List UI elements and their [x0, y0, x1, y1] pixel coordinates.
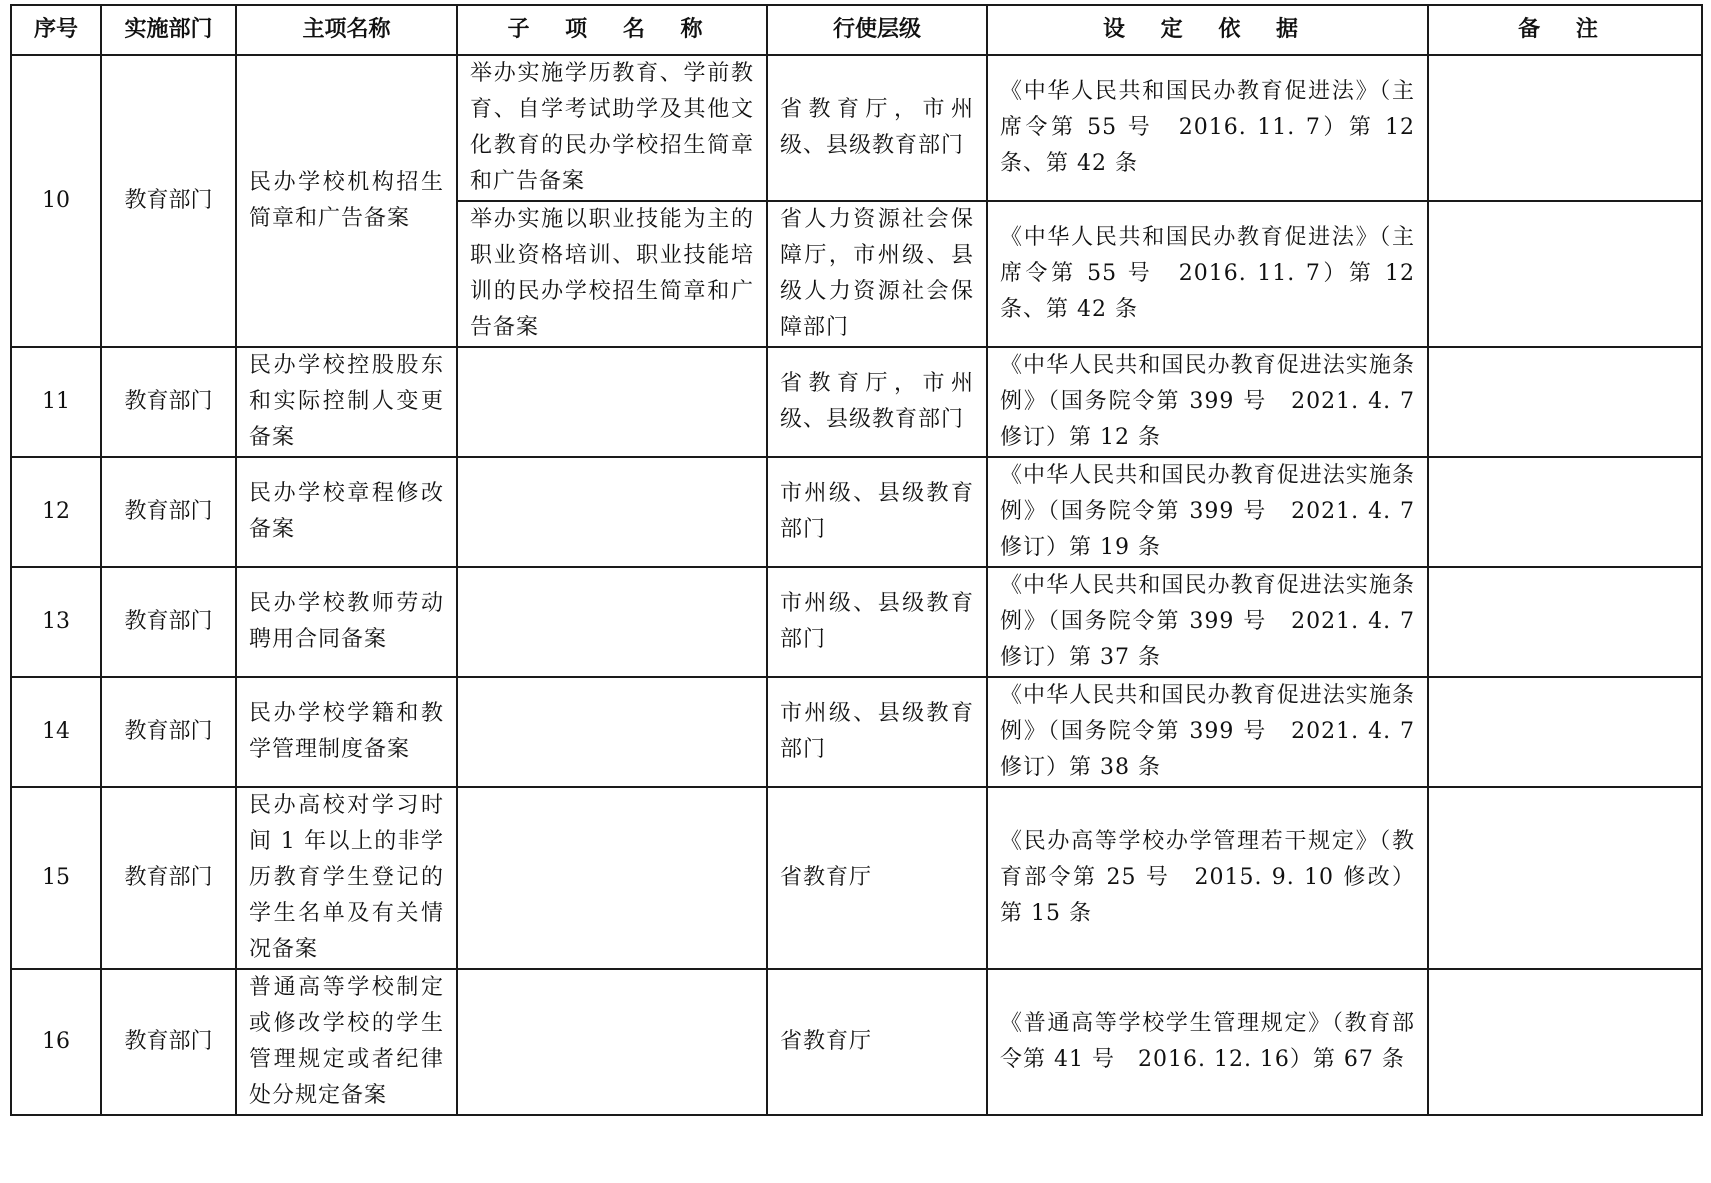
table-row [11, 55, 1702, 201]
row-dept: 教育部门 [101, 457, 236, 567]
row-level: 省教育厅 [767, 787, 987, 969]
row-level: 市州级、县级教育部门 [767, 677, 987, 787]
row-sub-item [457, 567, 767, 677]
row-dept: 教育部门 [101, 969, 236, 1115]
row-main-item: 民办学校控股股东和实际控制人变更备案 [236, 347, 457, 457]
row-note [1428, 969, 1702, 1115]
header-row [11, 5, 1702, 55]
row-dept: 教育部门 [101, 55, 236, 347]
table-row [11, 677, 1702, 787]
row-num: 10 [11, 55, 101, 347]
row-sub-item: 举办实施学历教育、学前教育、自学考试助学及其他文化教育的民办学校招生简章和广告备案 [457, 55, 767, 201]
header-level: 行使层级 [767, 5, 987, 55]
row-dept: 教育部门 [101, 567, 236, 677]
row-level: 省教育厅，市州级、县级教育部门 [767, 347, 987, 457]
row-note [1428, 787, 1702, 969]
row-sub-item: 举办实施以职业技能为主的职业资格培训、职业技能培训的民办学校招生简章和广告备案 [457, 201, 767, 347]
row-basis: 《民办高等学校办学管理若干规定》（教育部令第 25 号 2015. 9. 10 修改）第 15 条 [987, 787, 1428, 969]
row-dept: 教育部门 [101, 787, 236, 969]
header-dept: 实施部门 [101, 5, 236, 55]
row-num: 13 [11, 567, 101, 677]
row-basis: 《中华人民共和国民办教育促进法》（主席令第 55 号 2016. 11. 7）第 12 条、第 42 条 [987, 201, 1428, 347]
row-main-item: 民办学校教师劳动聘用合同备案 [236, 567, 457, 677]
row-level: 市州级、县级教育部门 [767, 457, 987, 567]
row-main-item: 民办学校机构招生简章和广告备案 [236, 55, 457, 347]
row-num: 11 [11, 347, 101, 457]
row-main-item: 民办学校章程修改备案 [236, 457, 457, 567]
row-num: 15 [11, 787, 101, 969]
row-sub-item [457, 969, 767, 1115]
row-level: 省教育厅，市州级、县级教育部门 [767, 55, 987, 201]
row-basis: 《普通高等学校学生管理规定》（教育部令第 41 号 2016. 12. 16）第 67 条 [987, 969, 1428, 1115]
row-note [1428, 201, 1702, 347]
row-num: 16 [11, 969, 101, 1115]
table-row [11, 347, 1702, 457]
row-basis: 《中华人民共和国民办教育促进法》（主席令第 55 号 2016. 11. 7）第 12 条、第 42 条 [987, 55, 1428, 201]
row-basis: 《中华人民共和国民办教育促进法实施条例》（国务院令第 399 号 2021. 4. 7 修订）第 19 条 [987, 457, 1428, 567]
row-level: 市州级、县级教育部门 [767, 567, 987, 677]
row-sub-item [457, 677, 767, 787]
row-basis: 《中华人民共和国民办教育促进法实施条例》（国务院令第 399 号 2021. 4. 7 修订）第 37 条 [987, 567, 1428, 677]
header-basis: 设 定 依 据 [987, 5, 1428, 55]
regulation-table [10, 4, 1703, 1116]
table-row [11, 567, 1702, 677]
row-note [1428, 347, 1702, 457]
row-sub-item [457, 347, 767, 457]
row-level: 省教育厅 [767, 969, 987, 1115]
row-note [1428, 457, 1702, 567]
row-main-item: 普通高等学校制定或修改学校的学生管理规定或者纪律处分规定备案 [236, 969, 457, 1115]
table-row [11, 457, 1702, 567]
row-basis: 《中华人民共和国民办教育促进法实施条例》（国务院令第 399 号 2021. 4. 7 修订）第 38 条 [987, 677, 1428, 787]
table-row [11, 969, 1702, 1115]
row-note [1428, 677, 1702, 787]
row-sub-item [457, 787, 767, 969]
row-sub-item [457, 457, 767, 567]
row-dept: 教育部门 [101, 347, 236, 457]
row-basis: 《中华人民共和国民办教育促进法实施条例》（国务院令第 399 号 2021. 4. 7 修订）第 12 条 [987, 347, 1428, 457]
header-main: 主项名称 [236, 5, 457, 55]
row-num: 12 [11, 457, 101, 567]
row-num: 14 [11, 677, 101, 787]
row-note [1428, 55, 1702, 201]
row-note [1428, 567, 1702, 677]
header-sub: 子 项 名 称 [457, 5, 767, 55]
row-level: 省人力资源社会保障厅，市州级、县级人力资源社会保障部门 [767, 201, 987, 347]
table-row [11, 787, 1702, 969]
row-main-item: 民办高校对学习时间 1 年以上的非学历教育学生登记的学生名单及有关情况备案 [236, 787, 457, 969]
header-note: 备 注 [1428, 5, 1702, 55]
row-main-item: 民办学校学籍和教学管理制度备案 [236, 677, 457, 787]
header-num: 序号 [11, 5, 101, 55]
row-dept: 教育部门 [101, 677, 236, 787]
